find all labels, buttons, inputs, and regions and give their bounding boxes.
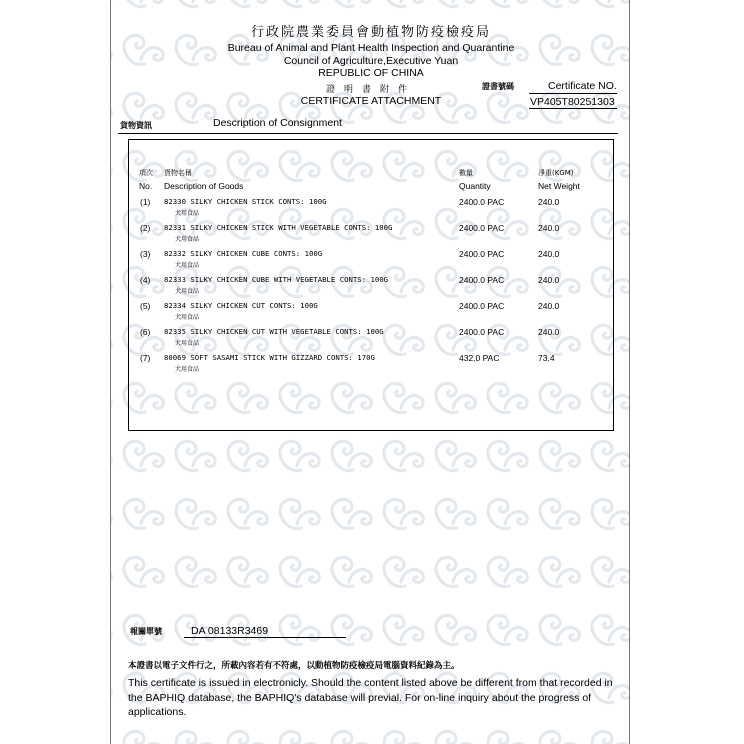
consignment-table: [128, 139, 614, 431]
certificate-label-zh: 證書號碼: [482, 82, 514, 91]
row-subtext: 犬用食品: [175, 340, 200, 347]
col-qty-en: Quantity: [459, 181, 491, 191]
section-label-zh: 貨物資訊: [120, 121, 152, 130]
row-quantity: 2400.0 PAC: [459, 327, 505, 337]
row-quantity: 2400.0 PAC: [459, 197, 505, 207]
row-quantity: 2400.0 PAC: [459, 301, 505, 311]
row-description: 82335 SILKY CHICKEN CUT WITH VEGETABLE CONTS: 100G: [164, 327, 384, 336]
certificate-page: [110, 0, 630, 744]
row-subtext: 犬用食品: [175, 210, 200, 217]
row-description: 82334 SILKY CHICKEN CUT CONTS: 100G: [164, 301, 318, 310]
reference-label-zh: 報關單號: [130, 627, 162, 636]
doc-title-zh: 證明書附件: [325, 85, 416, 95]
row-description: 80069 SOFT SASAMI STICK WITH GIZZARD CONTS: 170G: [164, 353, 375, 362]
col-weight-en: Net Weight: [538, 181, 580, 191]
row-number: (7): [140, 353, 151, 363]
col-desc-en: Description of Goods: [164, 181, 244, 191]
notice-en: This certificate is issued in electronicly. Should the content listed above be different from that recorded in the BAPHIQ database, the BAPHIQ's database will previal. For on-line inquiry about the progress of applications.: [128, 677, 613, 718]
country-name: REPUBLIC OF CHINA: [318, 67, 424, 79]
col-weight-zh: 淨重(KGM): [538, 169, 574, 177]
row-description: 82332 SILKY CHICKEN CUBE CONTS: 100G: [164, 249, 323, 258]
row-weight: 240.0: [538, 301, 560, 311]
row-description: 82330 SILKY CHICKEN STICK CONTS: 100G: [164, 197, 327, 206]
reference-number: DA 08133R3469: [191, 625, 269, 637]
certificate-number: VP405T80251303: [530, 96, 615, 108]
row-weight: 240.0: [538, 249, 560, 259]
row-weight: 240.0: [538, 197, 560, 207]
certificate-label-en: Certificate NO.: [548, 80, 617, 92]
section-label-en: Description of Consignment: [213, 117, 342, 129]
row-description: 82331 SILKY CHICKEN STICK WITH VEGETABLE CONTS: 100G: [164, 223, 393, 232]
row-subtext: 犬用食品: [175, 262, 200, 269]
agency-name-en: Bureau of Animal and Plant Health Inspection and Quarantine: [227, 42, 515, 54]
row-number: (4): [140, 275, 151, 285]
row-description: 82333 SILKY CHICKEN CUBE WITH VEGETABLE CONTS: 100G: [164, 275, 389, 284]
row-weight: 240.0: [538, 327, 560, 337]
row-number: (1): [140, 197, 151, 207]
certificate-rule: [529, 93, 617, 94]
col-no-en: No.: [139, 181, 153, 191]
row-number: (3): [140, 249, 151, 259]
col-desc-zh: 貨物名稱: [164, 169, 192, 177]
council-name: Council of Agriculture,Executive Yuan: [283, 55, 459, 67]
row-number: (6): [140, 327, 151, 337]
row-quantity: 2400.0 PAC: [459, 275, 505, 285]
notice-zh: 本證書以電子文件行之，所載內容若有不符處，以動植物防疫檢疫局電腦資料紀錄為主。: [128, 661, 460, 671]
row-subtext: 犬用食品: [175, 236, 200, 243]
col-no-zh: 項次: [139, 169, 153, 177]
row-number: (5): [140, 301, 151, 311]
col-qty-zh: 數量: [459, 169, 473, 177]
certificate-underline: [529, 108, 617, 109]
doc-title-en: CERTIFICATE ATTACHMENT: [300, 95, 442, 107]
row-number: (2): [140, 223, 151, 233]
reference-underline: [184, 637, 346, 638]
row-subtext: 犬用食品: [175, 314, 200, 321]
row-weight: 240.0: [538, 223, 560, 233]
row-weight: 73.4: [538, 353, 555, 363]
row-quantity: 432.0 PAC: [459, 353, 500, 363]
row-weight: 240.0: [538, 275, 560, 285]
row-quantity: 2400.0 PAC: [459, 249, 505, 259]
section-divider: [118, 133, 618, 134]
row-subtext: 犬用食品: [175, 366, 200, 373]
row-quantity: 2400.0 PAC: [459, 223, 505, 233]
agency-name-zh: 行政院農業委員會動植物防疫檢疫局: [250, 25, 491, 40]
row-subtext: 犬用食品: [175, 288, 200, 295]
